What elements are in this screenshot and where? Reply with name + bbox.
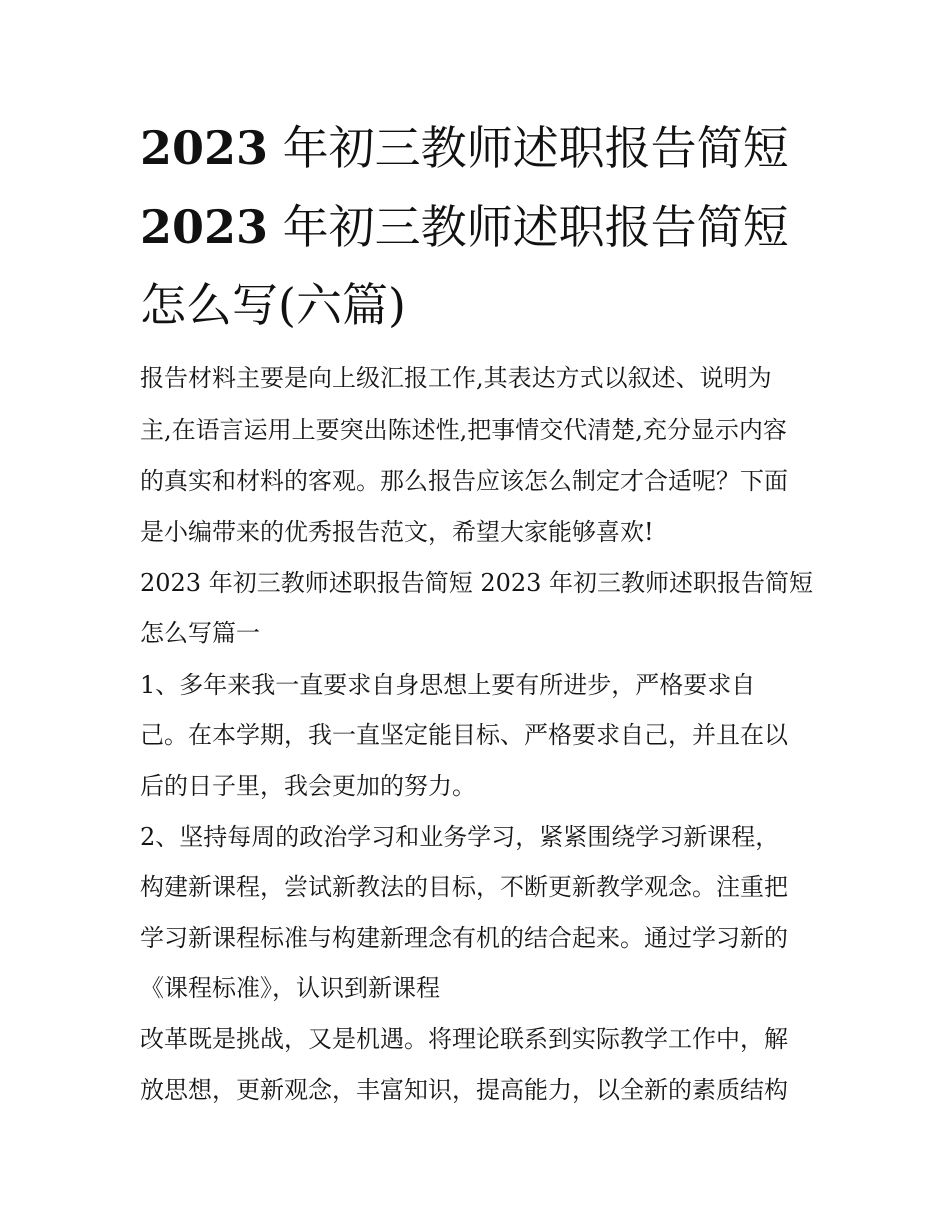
body-line: 构建新课程，尝试新教法的目标，不断更新教学观念。注重把 xyxy=(140,873,788,901)
body-line: 己。在本学期，我一直坚定能目标、严格要求自己，并且在以 xyxy=(140,721,788,749)
body-line: 后的日子里，我会更加的努力。 xyxy=(140,772,476,800)
title-text-1: 年初三教师述职报告简短 xyxy=(282,121,789,175)
document-title-line-3 xyxy=(140,266,820,345)
section-heading-line: 2023 年初三教师述职报告简短 2023 年初三教师述职报告简短 xyxy=(140,569,814,597)
section-heading-line: 怎么写篇一 xyxy=(140,619,260,647)
body-line: 改革既是挑战，又是机遇。将理论联系到实际教学工作中，解 xyxy=(140,1025,788,1053)
document-title-line-2 xyxy=(140,188,820,267)
body-line: 《课程标准》，认识到新课程 xyxy=(140,974,440,1002)
title-year-2: 2023 xyxy=(140,200,269,254)
body-line: 学习新课程标准与构建新理念有机的结合起来。通过学习新的 xyxy=(140,924,788,952)
body-line: 2、坚持每周的政治学习和业务学习，紧紧围绕学习新课程， xyxy=(140,823,780,851)
title-year-1: 2023 xyxy=(140,121,269,175)
body-line: 是小编带来的优秀报告范文，希望大家能够喜欢! xyxy=(140,518,654,546)
body-line: 报告材料主要是向上级汇报工作,其表达方式以叙述、说明为 xyxy=(140,364,772,392)
title-text-3: 怎么写(六篇) xyxy=(140,278,406,332)
document-title-line-1 xyxy=(140,109,820,188)
body-line: 主,在语言运用上要突出陈述性,把事情交代清楚,充分显示内容 xyxy=(140,416,787,444)
title-text-2: 年初三教师述职报告简短 xyxy=(282,200,789,254)
body-line: 放思想，更新观念，丰富知识，提高能力，以全新的素质结构 xyxy=(140,1076,788,1104)
body-line: 1、多年来我一直要求自身思想上要有所进步，严格要求自 xyxy=(140,671,756,699)
body-line: 的真实和材料的客观。那么报告应该怎么制定才合适呢？下面 xyxy=(140,467,788,495)
